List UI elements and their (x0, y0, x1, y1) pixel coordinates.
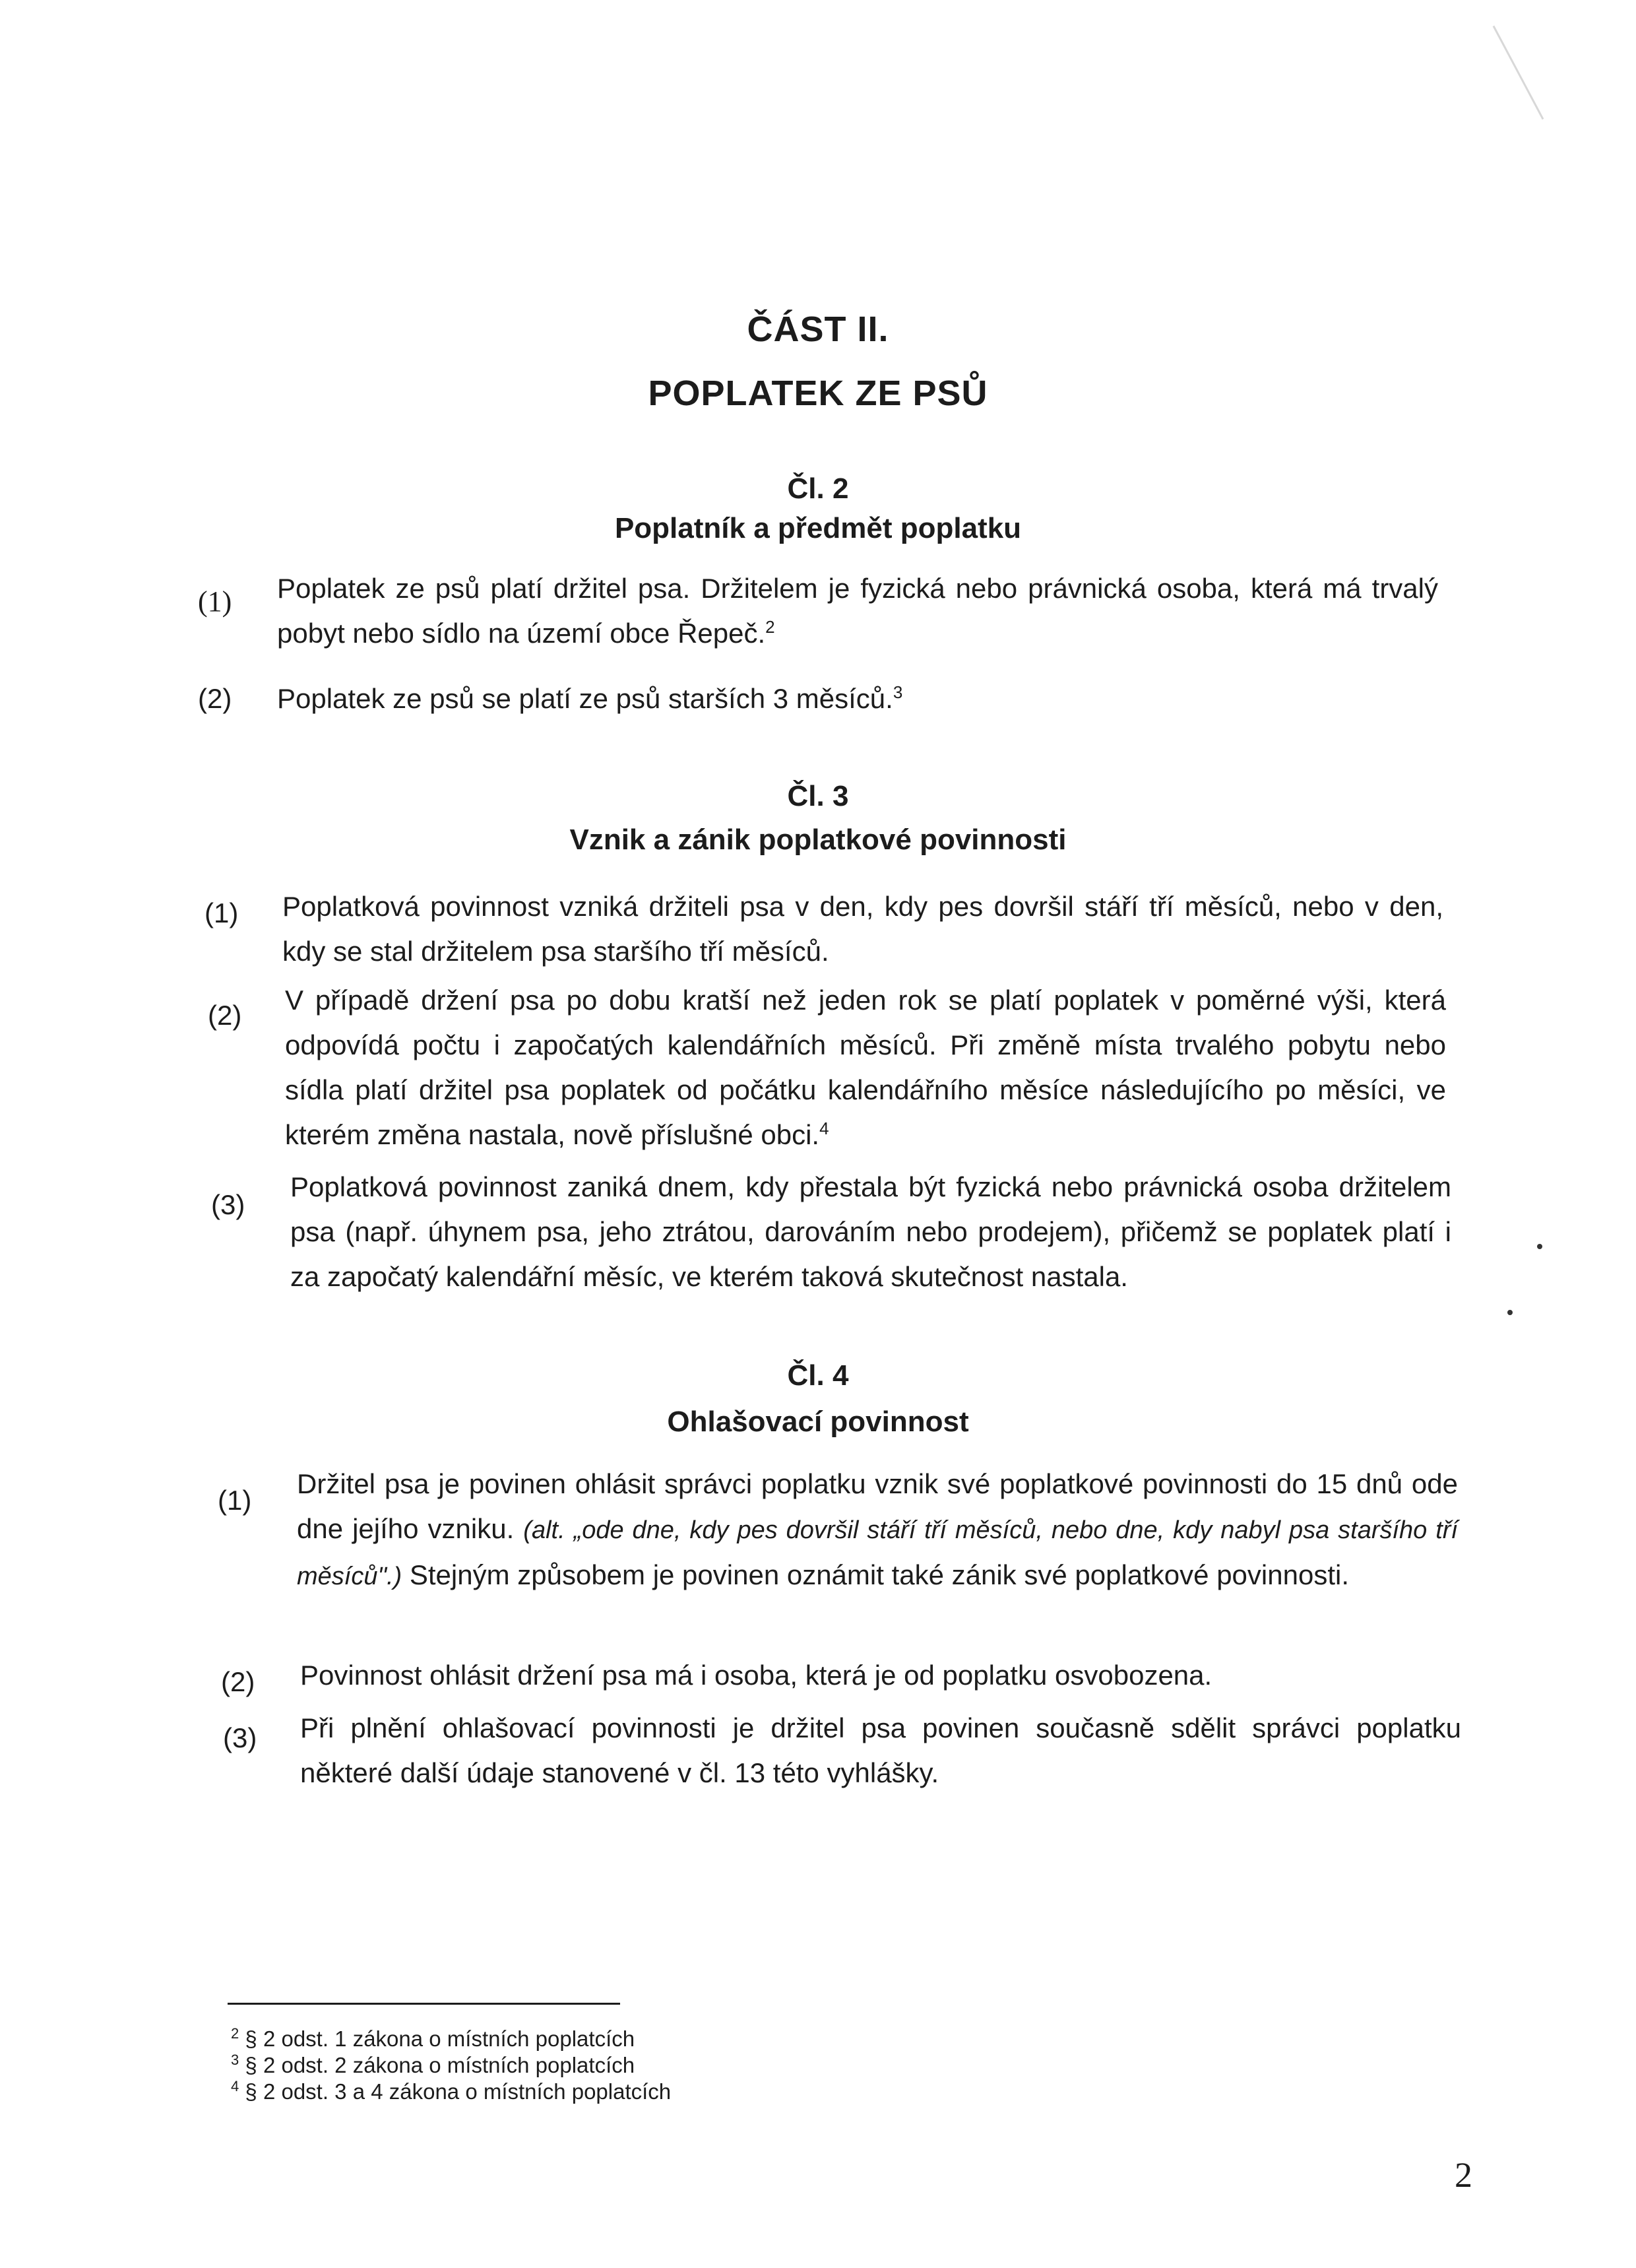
article-2-para-1-number: (1) (198, 585, 232, 618)
footnote-ref: 4 (819, 1118, 829, 1138)
article-4-para-2 (300, 1653, 1461, 1698)
article-2-para-1-text: Poplatek ze psů platí držitel psa. Držitelem je fyzická nebo právnická osoba, která má trvalý pobyt nebo sídlo na území obce Řepeč. (277, 573, 1438, 649)
article-4-number: Čl. 4 (787, 1359, 849, 1392)
article-4-para-3 (300, 1706, 1461, 1796)
article-2-para-1 (277, 566, 1438, 656)
footnote-2 (231, 2026, 635, 2052)
footnote-4 (231, 2079, 671, 2105)
scan-dot (1507, 1310, 1513, 1315)
article-4-para-2-text: Povinnost ohlásit držení psa má i osoba, která je od poplatku osvobozena. (300, 1660, 1212, 1691)
article-3-title: Vznik a zánik poplatkové povinnosti (569, 824, 1067, 856)
article-3-para-1 (282, 884, 1443, 974)
article-4-para-1-text-after: Stejným způsobem je povinen oznámit také zánik své poplatkové povinnosti. (409, 1559, 1349, 1590)
article-3-para-1-number: (1) (204, 897, 239, 928)
article-4-para-3-number: (3) (223, 1722, 257, 1753)
article-3-para-2 (285, 978, 1446, 1157)
article-3-para-3 (290, 1165, 1451, 1299)
page-number: 2 (1455, 2155, 1472, 2195)
part-label: ČÁST II. (747, 309, 889, 349)
footnote-text: § 2 odst. 2 zákona o místních poplatcích (245, 2053, 635, 2077)
scan-edge-line (1493, 26, 1544, 120)
scan-dot (1537, 1244, 1542, 1249)
footnote-ref: 2 (765, 617, 775, 637)
article-2-title: Poplatník a předmět poplatku (614, 512, 1022, 544)
article-4-para-1 (297, 1462, 1458, 1599)
article-2-number: Čl. 2 (787, 472, 849, 505)
article-2-para-2 (277, 676, 1438, 721)
footnote-text: § 2 odst. 1 zákona o místních poplatcích (245, 2026, 635, 2051)
article-3-para-3-number: (3) (211, 1189, 245, 1220)
article-3-para-3-text: Poplatková povinnost zaniká dnem, kdy přestala být fyzická nebo právnická osoba držitelem psa (např. úhynem psa, jeho ztrátou, darováním nebo prodejem), přičemž se poplatek platí i za započatý kalendářní měsíc, ve kterém taková skutečnost nastala. (290, 1171, 1451, 1292)
footnote-text: § 2 odst. 3 a 4 zákona o místních poplatcích (245, 2079, 672, 2104)
footnote-mark: 2 (231, 2025, 239, 2042)
footnote-separator (228, 2003, 620, 2005)
article-4-para-1-number: (1) (218, 1485, 252, 1516)
article-2-para-2-number: (2) (198, 683, 232, 714)
article-4-title: Ohlašovací povinnost (667, 1406, 969, 1438)
footnote-mark: 3 (231, 2052, 239, 2068)
footnote-mark: 4 (231, 2078, 239, 2094)
article-3-para-2-number: (2) (208, 1000, 242, 1031)
article-4-para-1-alt: (alt. „ode dne, kdy pes dovršil stáří tří měsíců, nebo dne, kdy nabyl psa staršího tří měsíců".) (297, 1516, 1458, 1590)
article-4-para-1-text: Držitel psa je povinen ohlásit správci poplatku vznik své poplatkové povinnosti do 15 dnů ode dne jejího vzniku. (297, 1468, 1458, 1544)
footnote-3 (231, 2052, 635, 2079)
article-3-number: Čl. 3 (787, 780, 849, 812)
article-4-para-3-text: Při plnění ohlašovací povinnosti je držitel psa povinen současně sdělit správci poplatku některé další údaje stanovené v čl. 13 této vyhlášky. (300, 1712, 1461, 1788)
article-4-para-2-number: (2) (221, 1666, 255, 1697)
footnote-ref: 3 (893, 682, 903, 702)
article-3-para-2-text: V případě držení psa po dobu kratší než jeden rok se platí poplatek v poměrné výši, která odpovídá počtu i započatých kalendářních měsíců. Při změně místa trvalého pobytu nebo sídla platí držitel psa poplatek od počátku kalendářního měsíce následujícího po měsíci, ve kterém změna nastala, nově příslušné obci. (285, 985, 1446, 1150)
article-3-para-1-text: Poplatková povinnost vzniká držiteli psa v den, kdy pes dovršil stáří tří měsíců, nebo v den, kdy se stal držitelem psa staršího tří měsíců. (282, 891, 1443, 967)
article-2-para-2-text: Poplatek ze psů se platí ze psů starších 3 měsíců. (277, 683, 893, 714)
part-title: POPLATEK ZE PSŮ (648, 373, 988, 413)
